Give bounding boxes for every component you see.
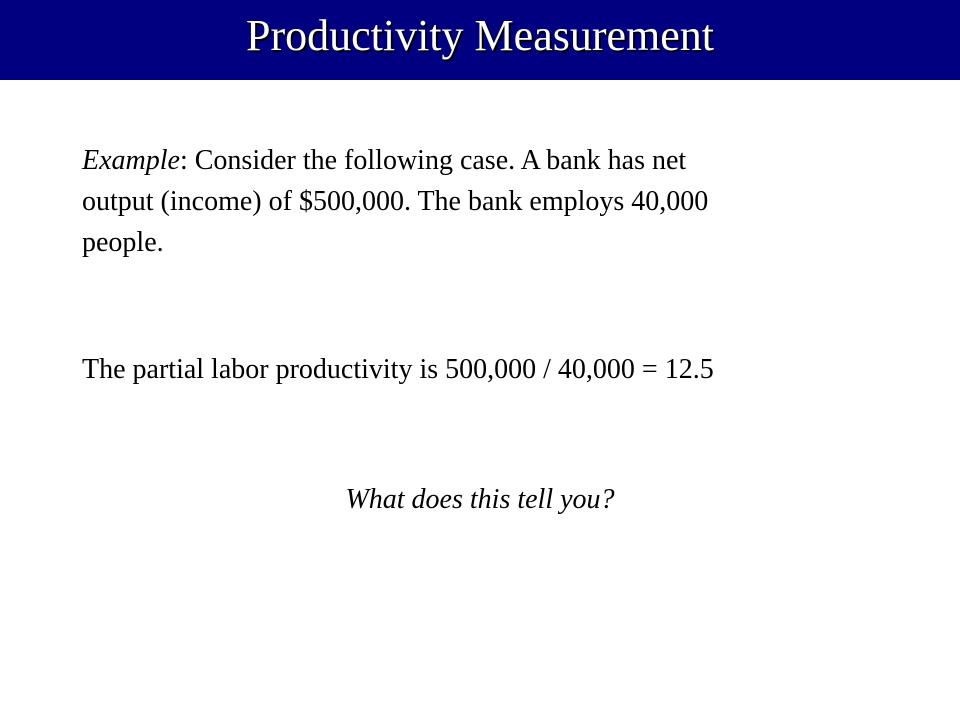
example-paragraph [82, 140, 902, 263]
example-line-2: output (income) of $500,000. The bank employs 40,000 [82, 186, 709, 217]
example-line-1-text: Consider the following case. A bank has net [194, 145, 687, 176]
slide-title: Productivity Measurement [245, 11, 714, 60]
example-label-suffix: : [179, 145, 195, 176]
title-bar [0, 0, 960, 80]
example-label: Example [82, 145, 180, 176]
example-line-1 [82, 140, 902, 181]
example-line-3: people. [82, 227, 164, 258]
productivity-statement: The partial labor productivity is 500,000 / 40,000 = 12.5 [82, 354, 714, 385]
question-text: What does this tell you? [345, 484, 615, 515]
